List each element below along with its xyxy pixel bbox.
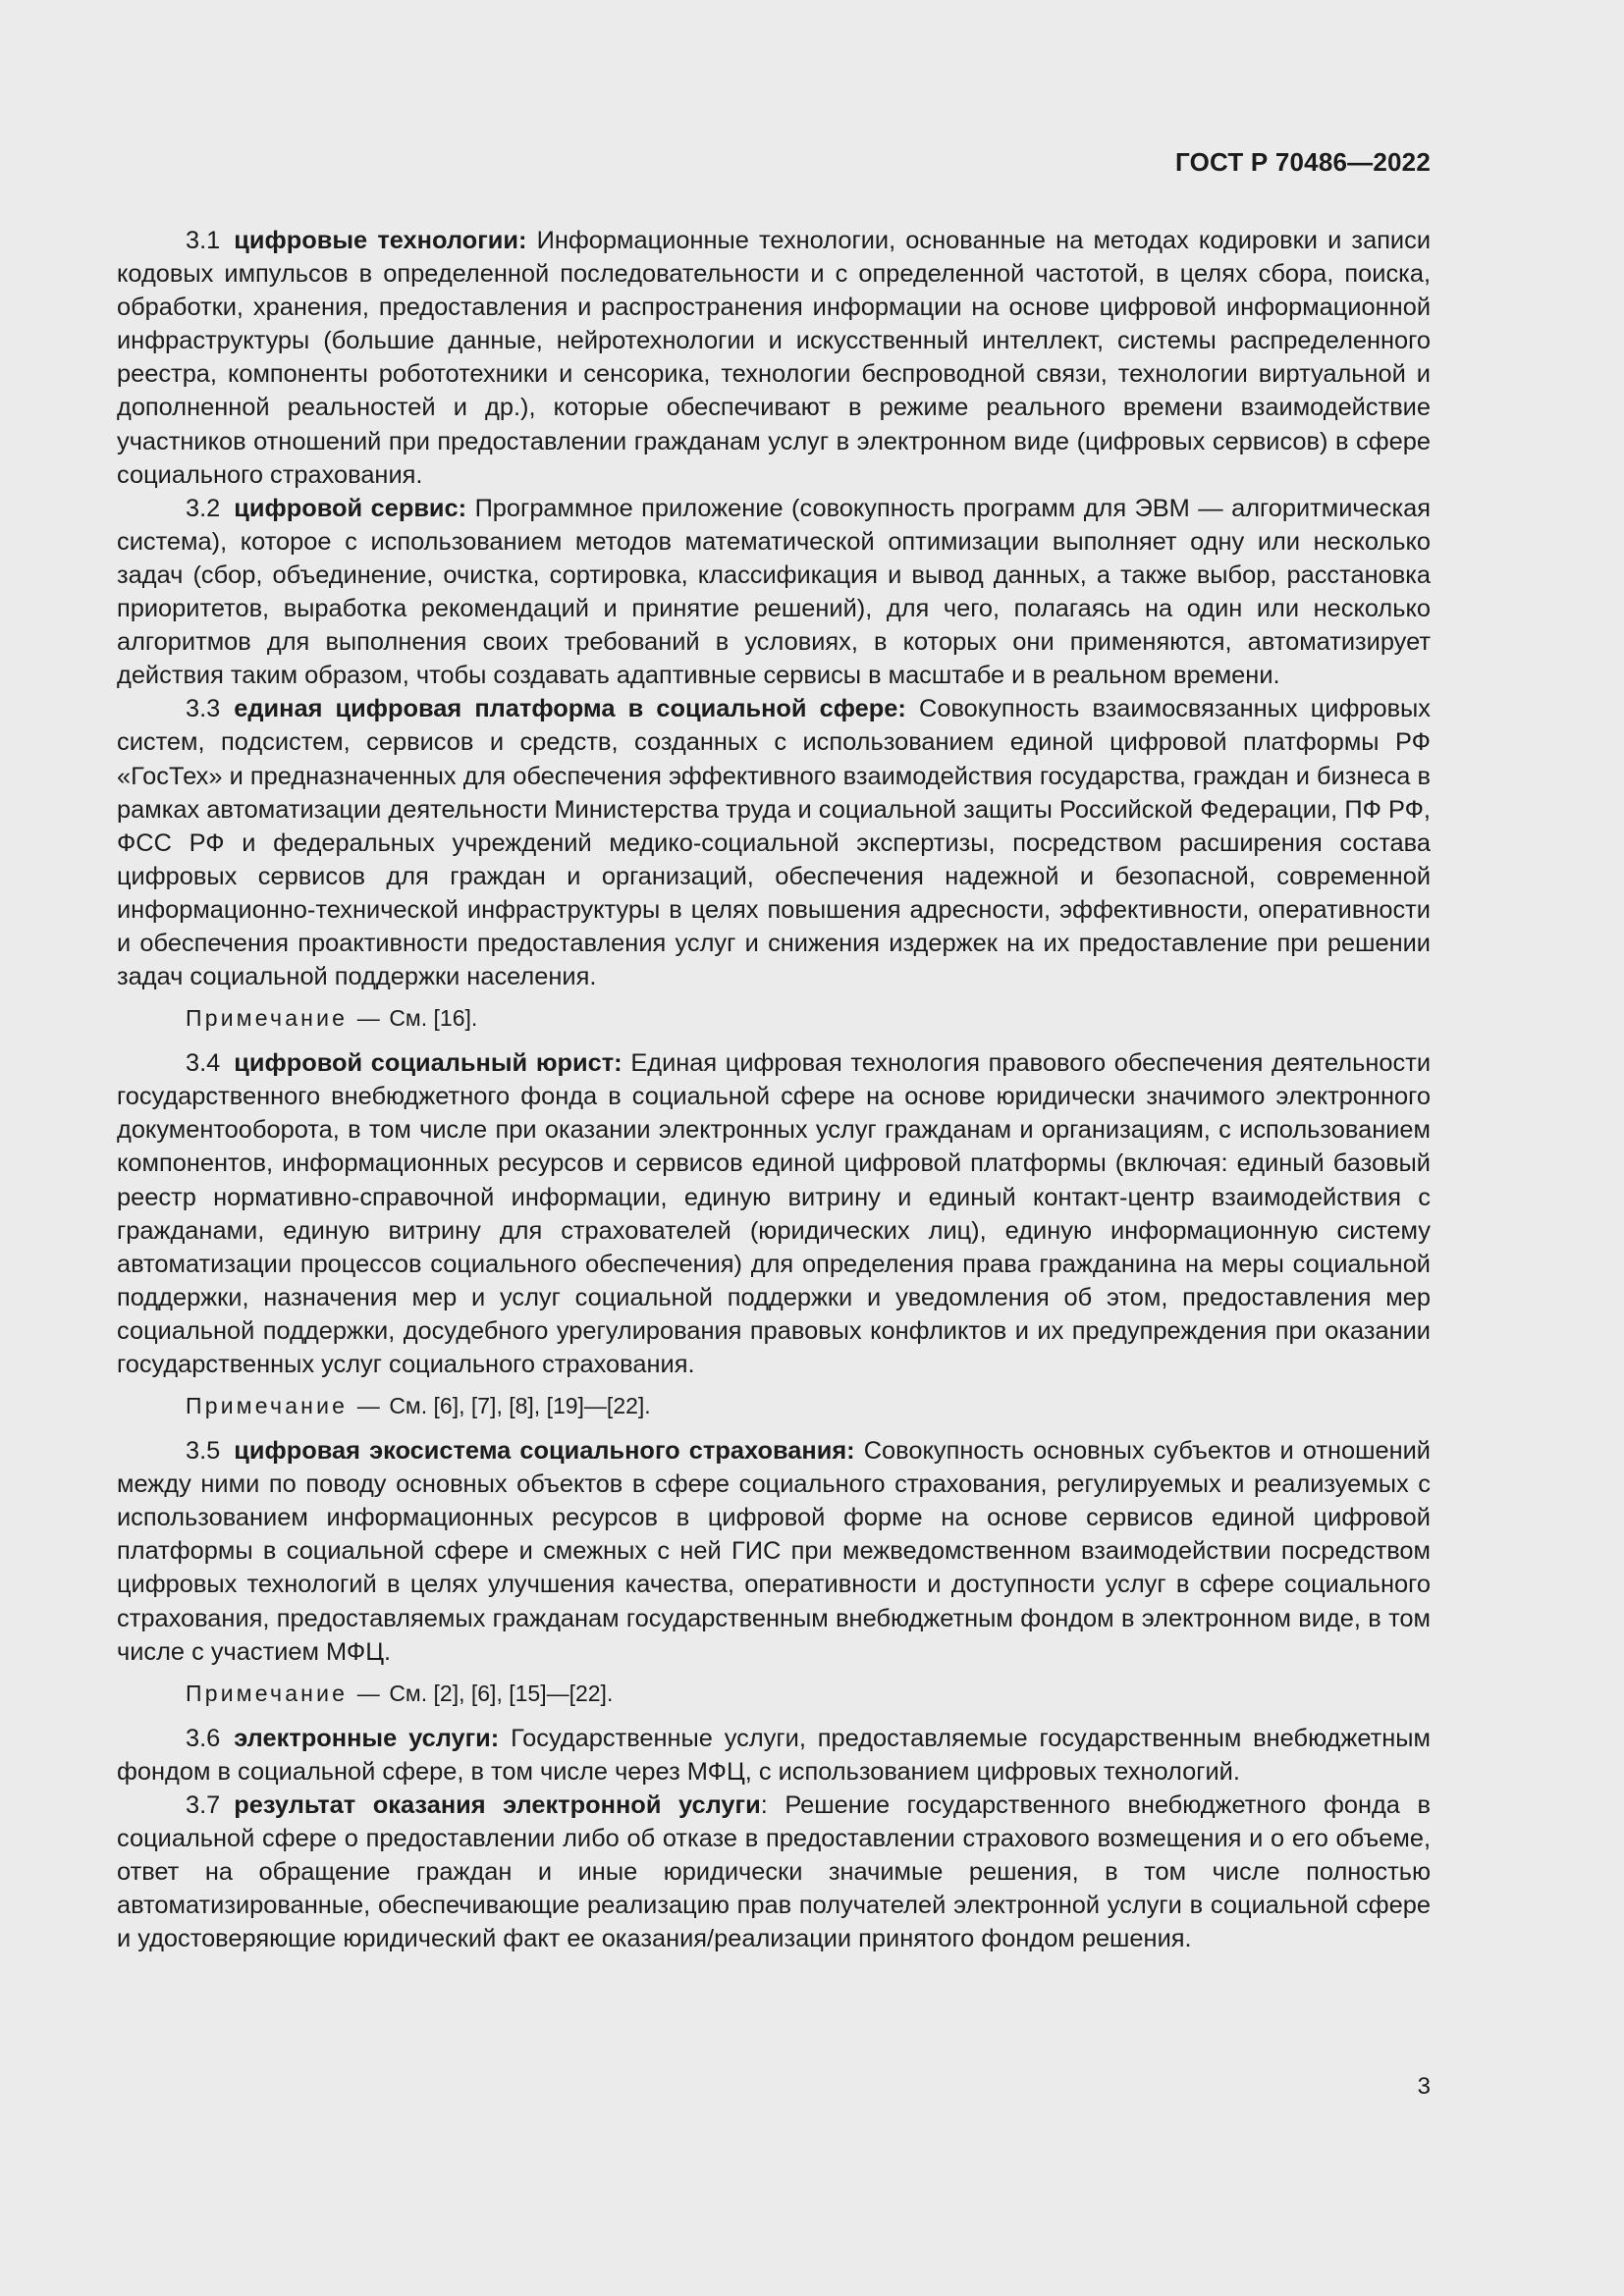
term-number: 3.4 — [186, 1049, 221, 1078]
page-number: 3 — [1417, 2073, 1431, 2100]
term-3-7 — [117, 1789, 1431, 1955]
term-title: цифровой социальный юрист: — [234, 1049, 623, 1078]
term-number: 3.7 — [186, 1790, 221, 1819]
term-title: электронные услуги: — [234, 1724, 500, 1752]
term-3-1 — [117, 224, 1431, 492]
note-label: Примечание — — [186, 1005, 383, 1032]
term-number: 3.3 — [186, 695, 221, 723]
term-number: 3.6 — [186, 1724, 221, 1752]
note-text: См. [16]. — [389, 1005, 478, 1032]
term-definition: Совокупность основных субъектов и отношений между ними по поводу основных объектов в сфере социального страхования, регулируемых и реализуемых с использованием информационных ресурсов в цифровой форме на основе сервисов единой цифровой платформы в социальной сфере и смежных с ней ГИС при межведомственном взаимодействии посредством цифровых технологий в целях улучшения качества, оперативности и доступности услуг в сфере социального страхования, предоставляемых гражданам государственным внебюджетным фондом в электронном виде, в том числе с участием МФЦ. — [117, 1437, 1431, 1666]
term-number: 3.2 — [186, 494, 221, 522]
term-title: единая цифровая платформа в социальной сфере: — [234, 695, 906, 723]
term-definition: : Решение государственного внебюджетного фонда в социальной сфере о предоставлении либо об отказе в предоставлении страхового возмещения и о его объеме, ответ на обращение граждан и иные юридически значимые решения, в том числе полностью автоматизированные, обеспечивающие реализацию прав получателей электронной услуги в социальной сфере и удостоверяющие юридический факт ее оказания/реализации принятого фондом решения. — [117, 1790, 1431, 1953]
note-text: См. [2], [6], [15]—[22]. — [389, 1680, 614, 1706]
term-3-3 — [117, 692, 1431, 993]
note-label: Примечание — — [186, 1680, 383, 1706]
term-definition: Совокупность взаимосвязанных цифровых систем, подсистем, сервисов и средств, созданных с использованием единой цифровой платформы РФ «ГосТех» и предназначенных для обеспечения эффективного взаимодействия государства, граждан и бизнеса в рамках автоматизации деятельности Министерства труда и социальной защиты Российской Федерации, ПФ РФ, ФСС РФ и федеральных учреждений медико-социальной экспертизы, посредством расширения состава цифровых сервисов для граждан и организаций, обеспечения надежной и безопасной, современной информационно-технической инфраструктуры в целях повышения адресности, эффективности, оперативности и обеспечения проактивности предоставления услуг и снижения издержек на их предоставление при решении задач социальной поддержки населения. — [117, 695, 1432, 991]
term-3-3-note — [117, 1001, 1431, 1035]
term-title: цифровой сервис: — [234, 494, 467, 522]
note-label: Примечание — — [186, 1393, 383, 1419]
term-3-4-note — [117, 1389, 1431, 1422]
term-3-5-note — [117, 1677, 1431, 1710]
term-3-2 — [117, 492, 1431, 693]
term-definition: Программное приложение (совокупность программ для ЭВМ — алгоритмическая система), которое с использованием методов математической оптимизации выполняет одну или несколько задач (сбор, объединение, очистка, сортировка, классификация и вывод данных, а также выбор, расстановка приоритетов, выработка рекомендаций и принятие решений), для чего, полагаясь на один или несколько алгоритмов для выполнения своих требований в условиях, в которых они применяются, автоматизирует действия таким образом, чтобы создавать адаптивные сервисы в масштабе и в реальном времени. — [117, 494, 1431, 690]
term-number: 3.5 — [186, 1437, 221, 1466]
term-number: 3.1 — [186, 227, 221, 254]
term-3-6 — [117, 1722, 1431, 1789]
term-3-4 — [117, 1046, 1431, 1381]
term-3-5 — [117, 1434, 1431, 1669]
term-definition: Информационные технологии, основанные на методах кодировки и записи кодовых импульсов в определенной последовательности и с определенной частотой, в целях сбора, поиска, обработки, хранения, предоставления и распространения информации на основе цифровой информационной инфраструктуры (большие данные, нейротехнологии и искусственный интеллект, системы распределенного реестра, компоненты робототехники и сенсорика, технологии беспроводной связи, технологии виртуальной и дополненной реальностей и др.), которые обеспечивают в режиме реального времени взаимодействие участников отношений при предоставлении гражданам услуг в электронном виде (цифровых сервисов) в сфере социального страхования. — [117, 227, 1431, 489]
document-code-header: ГОСТ Р 70486—2022 — [1175, 147, 1431, 177]
term-definition: Единая цифровая технология правового обеспечения деятельности государственного внебюджетного фонда в социальной сфере на основе юридически значимого электронного документооборота, в том числе при оказании электронных услуг гражданам и организациям, с использованием компонентов, информационных ресурсов и сервисов единой цифровой платформы (включая: единый базовый реестр нормативно-справочной информации, единую витрину и единый контакт-центр взаимодействия с гражданами, единую витрину для страхователей (юридических лиц), единую информационную систему автоматизации процессов социального обеспечения) для определения права гражданина на меры социальной поддержки, назначения мер и услуг социальной поддержки и уведомления об этом, предоставления мер социальной поддержки, досудебного урегулирования правовых конфликтов и их предупреждения при оказании государственных услуг социального страхования. — [117, 1049, 1432, 1378]
term-title: результат оказания электронной услуги — [234, 1790, 761, 1819]
term-title: цифровые технологии: — [234, 227, 527, 254]
term-definition: Государственные услуги, предоставляемые государственным внебюджетным фондом в социальной сфере, в том числе через МФЦ, с использованием цифровых технологий. — [117, 1724, 1431, 1786]
term-title: цифровая экосистема социального страхования: — [234, 1437, 855, 1466]
terms-section — [117, 224, 1431, 1955]
note-text: См. [6], [7], [8], [19]—[22]. — [389, 1393, 651, 1419]
